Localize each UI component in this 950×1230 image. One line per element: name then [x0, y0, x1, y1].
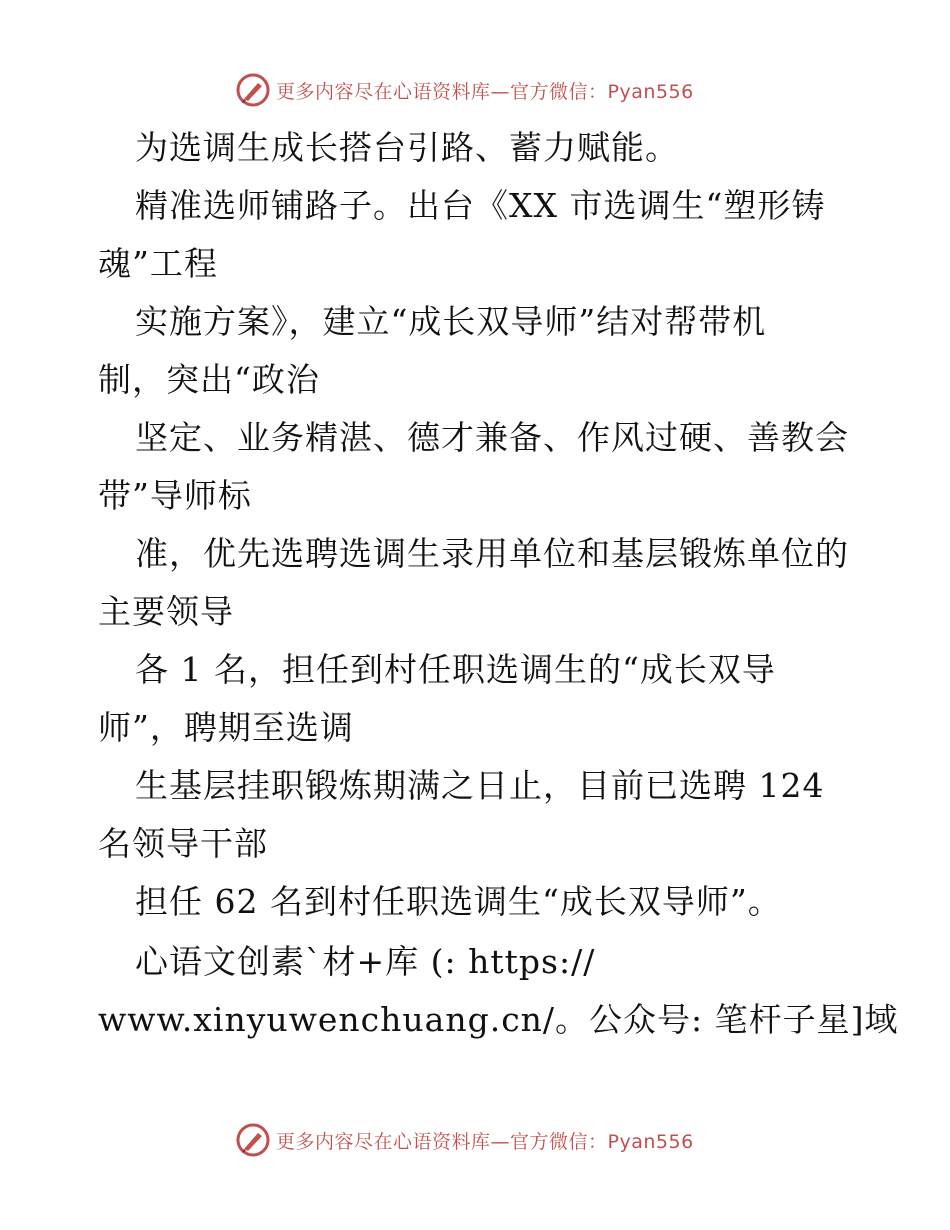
text-line: 带”导师标	[98, 476, 252, 515]
text-line: 名领导干部	[98, 824, 268, 863]
text-line: 坚定、业务精湛、德才兼备、作风过硬、善教会	[135, 418, 849, 457]
footer-banner	[236, 1122, 694, 1158]
text-line: 师”，聘期至选调	[98, 708, 354, 747]
text-line: 魂”工程	[98, 244, 218, 283]
text-line: 生基层挂职锻炼期满之日止，目前已选聘 124	[135, 766, 825, 805]
pen-logo-icon	[236, 73, 270, 107]
banner-text: 更多内容尽在心语资料库—官方微信：Pyan556	[276, 80, 694, 103]
banner-text: 更多内容尽在心语资料库—官方微信：Pyan556	[276, 1130, 694, 1153]
text-line: 担任 62 名到村任职选调生“成长双导师”。	[135, 882, 782, 921]
text-line: 心语文创素`材+库 (: https://	[135, 942, 596, 981]
header-banner	[236, 72, 694, 108]
text-line: 主要领导	[98, 592, 234, 631]
text-line: 准，优先选聘选调生录用单位和基层锻炼单位的	[135, 534, 849, 573]
text-line: 实施方案》，建立“成长双导师”结对帮带机	[135, 302, 767, 341]
pen-logo-icon	[236, 1123, 270, 1157]
text-line: 制，突出“政治	[98, 360, 320, 399]
text-line: 精准选师铺路子。出台《XX 市选调生“塑形铸	[135, 186, 826, 225]
text-line: 为选调生成长搭台引路、蓄力赋能。	[135, 128, 679, 167]
text-line: www.xinyuwenchuang.cn/。公众号: 笔杆子星]域	[98, 1000, 899, 1039]
text-line: 各 1 名，担任到村任职选调生的“成长双导	[135, 650, 776, 689]
